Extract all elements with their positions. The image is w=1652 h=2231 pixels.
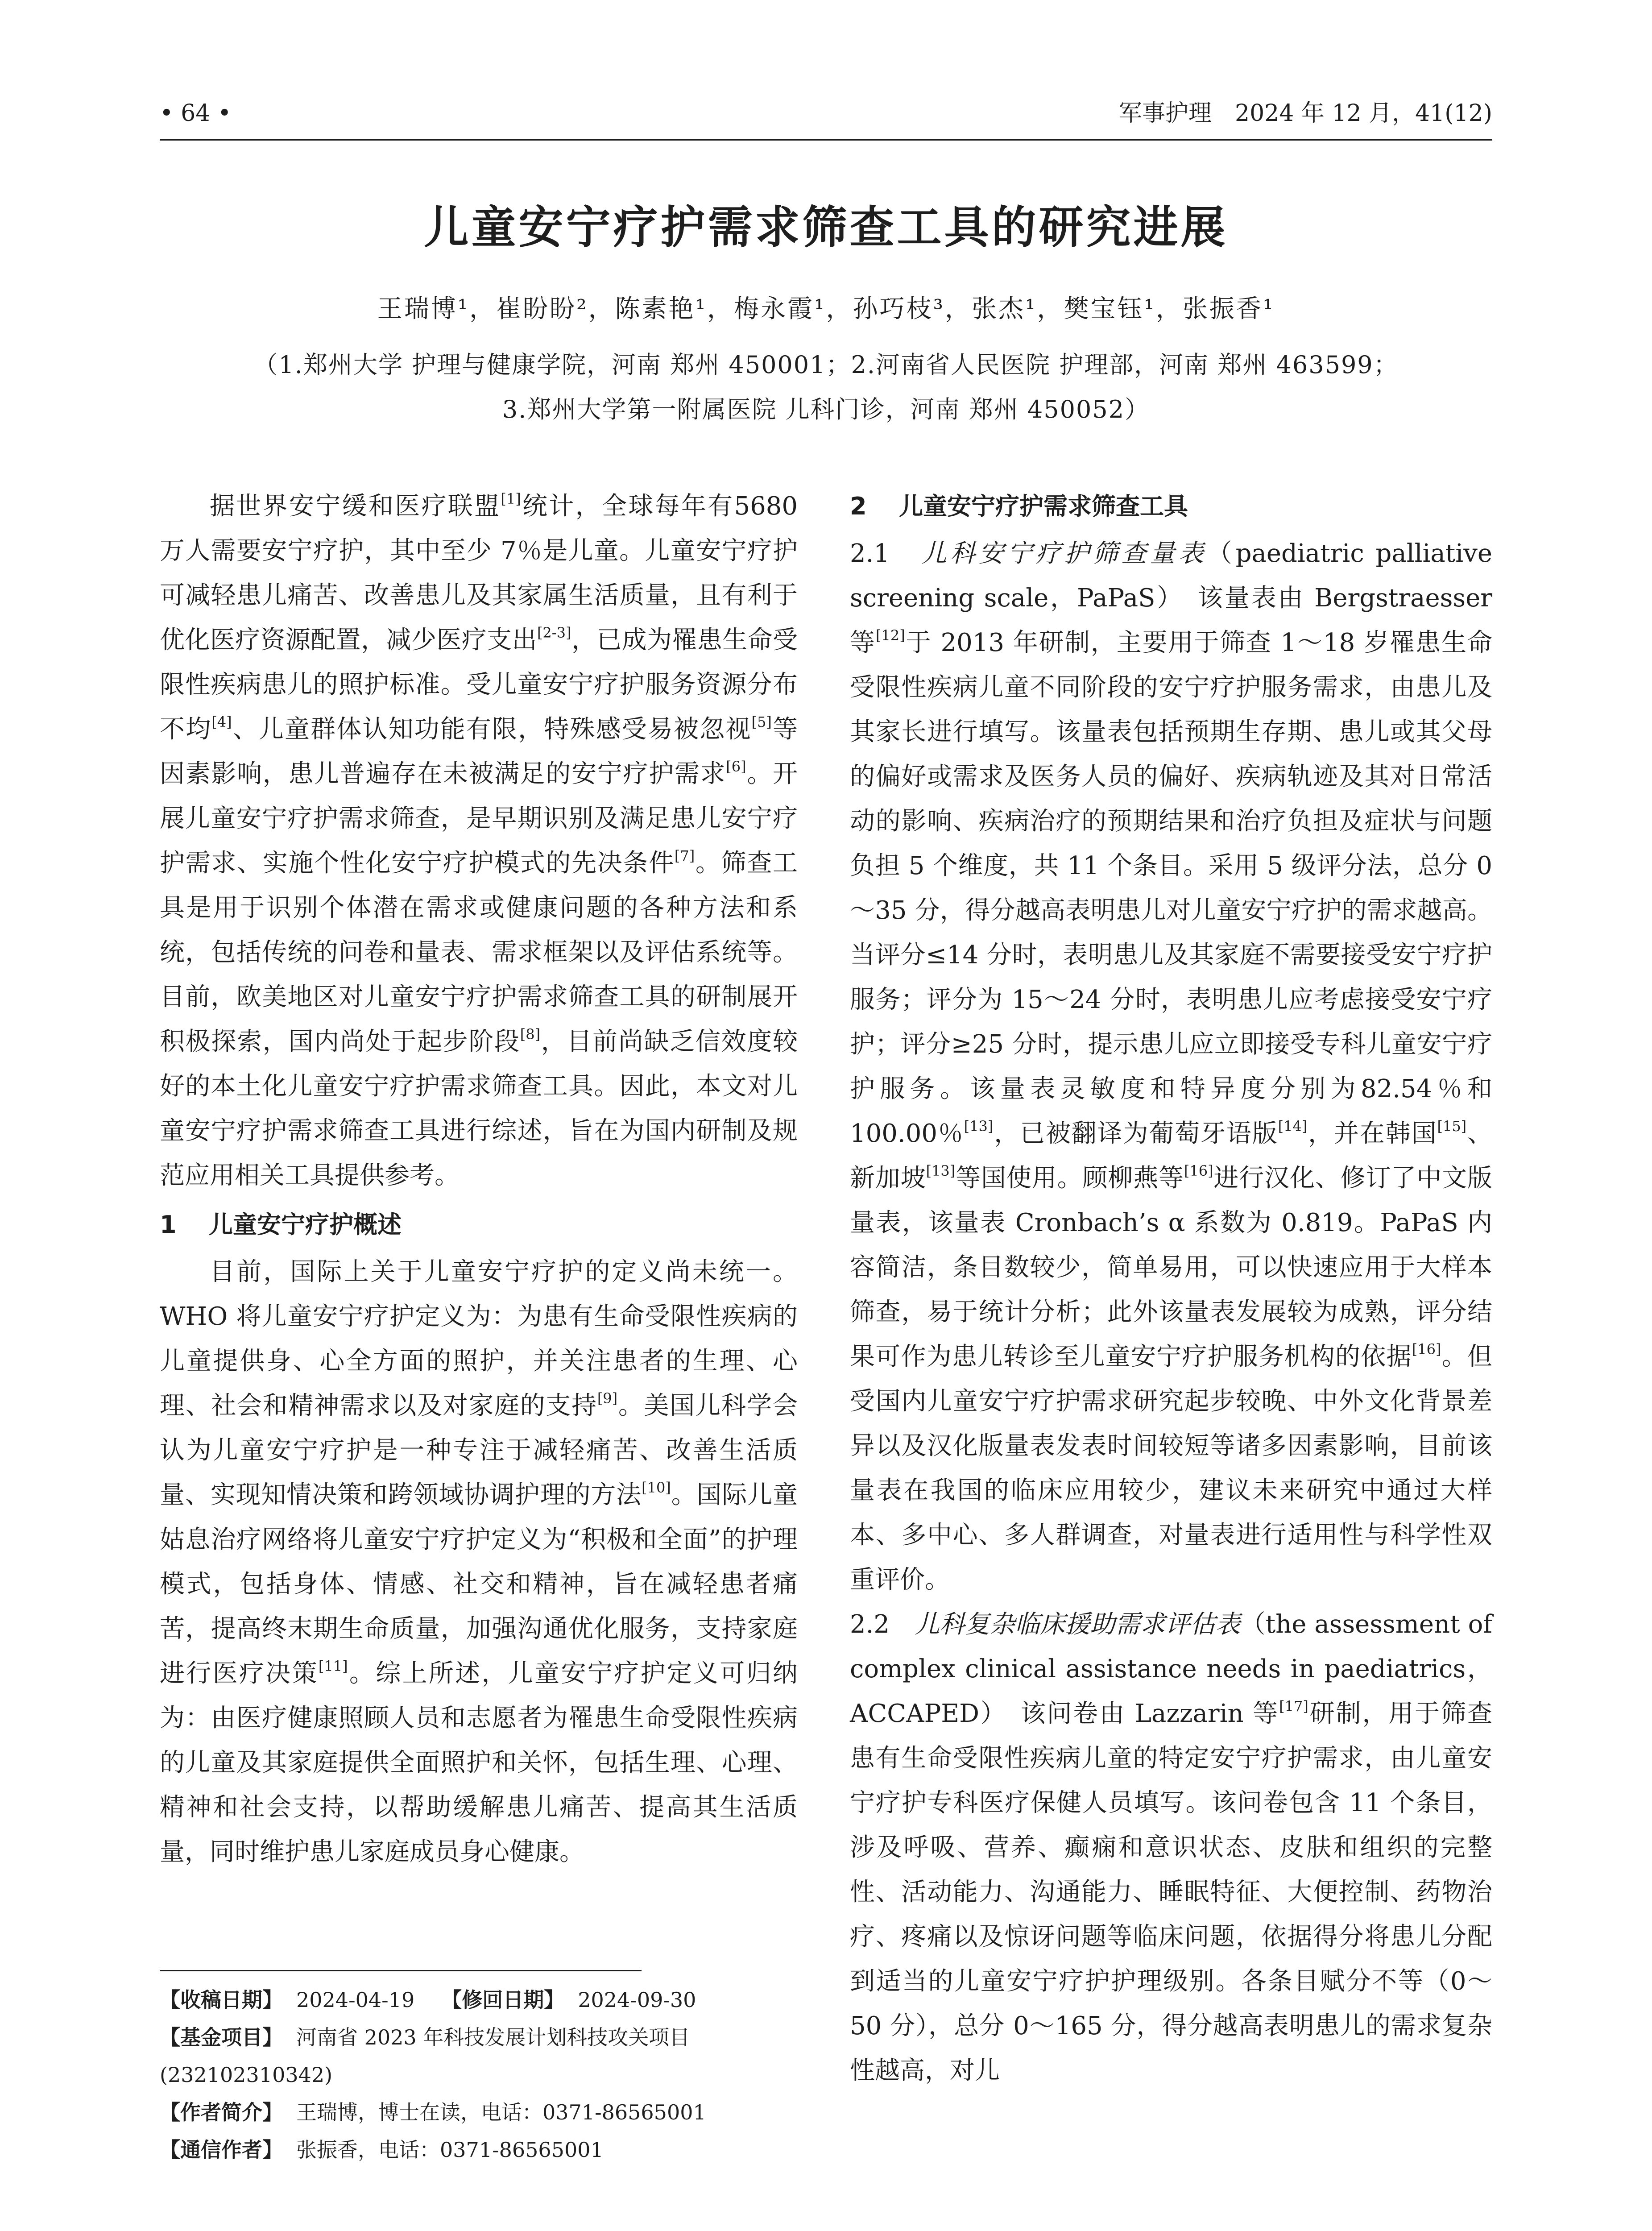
- citation-marker: [13]: [926, 1162, 956, 1179]
- section-title: 儿童安宁疗护概述: [209, 1211, 402, 1239]
- footnote-label: 【作者简介】: [160, 2100, 283, 2124]
- subsection-number: 2.1: [850, 539, 890, 568]
- citation-marker: [9]: [597, 1390, 618, 1407]
- citation-marker: [15]: [1437, 1118, 1467, 1135]
- citation-marker: [13]: [964, 1118, 994, 1135]
- citation-marker: [11]: [318, 1658, 348, 1675]
- footnote-author: [160, 2094, 798, 2131]
- citation-marker: [4]: [211, 713, 232, 730]
- footnote-value: 河南省 2023 年科技发展计划科技攻关项目: [296, 2025, 690, 2049]
- footnote-label: 【基金项目】: [160, 2025, 283, 2049]
- citation-marker: [12]: [876, 627, 905, 644]
- citation-marker: [6]: [726, 758, 746, 775]
- subsection-body: （the assessment of complex clinical assistance needs in paediatrics，ACCAPED） 该问卷由 Lazzarin 等[17]研制，用于筛查患有生命受限性疾病儿童的特定安宁疗护需求，由儿童安宁疗护专科医疗保健人员填写。该问卷包含 11 个条目，涉及呼吸、营养、癫痫和意识状态、皮肤和组织的完整性、活动能力、沟通能力、睡眠特征、大便控制、药物治疗、疼痛以及惊讶问题等临床问题，依据得分将患儿分配到适当的儿童安宁疗护护理级别。各条目赋分不等（0～50 分），总分 0～165 分，得分越高表明患儿的需求复杂性越高，对儿: [850, 1610, 1493, 2085]
- footnotes: [160, 1981, 798, 2169]
- body-paragraph: 目前，国际上关于儿童安宁疗护的定义尚未统一。WHO 将儿童安宁疗护定义为：为患有生命受限性疾病的儿童提供身、心全方面的照护，并关注患者的生理、心理、社会和精神需求以及对家庭的支持[9]。美国儿科学会认为儿童安宁疗护是一种专注于减轻痛苦、改善生活质量、实现知情决策和跨领域协调护理的方法[10]。国际儿童姑息治疗网络将儿童安宁疗护定义为“积极和全面”的护理模式，包括身体、情感、社交和精神，旨在减轻患者痛苦，提高终末期生命质量，加强沟通优化服务，支持家庭进行医疗决策[11]。综上所述，儿童安宁疗护定义可归纳为：由医疗健康照顾人员和志愿者为罹患生命受限性疾病的儿童及其家庭提供全面照护和关怀，包括生理、心理、精神和社会支持，以帮助缓解患儿痛苦、提高其生活质量，同时维护患儿家庭成员身心健康。: [160, 1257, 798, 1866]
- running-header: [160, 95, 1492, 131]
- section-heading: [160, 1203, 798, 1247]
- citation-marker: [5]: [751, 713, 772, 730]
- citation-marker: [14]: [1278, 1118, 1308, 1135]
- footnote-value: 2024-09-30: [578, 1988, 696, 2012]
- subsection-body: （paediatric palliative screening scale，PaPaS） 该量表由 Bergstraesser 等[12]于 2013 年研制，主要用于筛查 1～18 岁罹患生命受限性疾病儿童不同阶段的安宁疗护服务需求，由患儿及其家长进行填写。该量表包括预期生存期、患儿或其父母的偏好或需求及医务人员的偏好、疾病轨迹及其对日常活动的影响、疾病治疗的预期结果和治疗负担及症状与问题负担 5 个维度，共 11 个条目。采用 5 级评分法，总分 0～35 分，得分越高表明患儿对儿童安宁疗护的需求越高。当评分≤14 分时，表明患儿及其家庭不需要接受安宁疗护服务；评分为 15～24 分时，表明患儿应考虑接受安宁疗护；评分≥25 分时，提示患儿应立即接受专科儿童安宁疗护服务。该量表灵敏度和特异度分别为82.54％和 100.00％[13]，已被翻译为葡萄牙语版[14]，并在韩国[15]、新加坡[13]等国使用。顾柳燕等[16]进行汉化、修订了中文版量表，该量表 Cronbach’s α 系数为 0.819。PaPaS 内容简洁，条目数较少，简单易用，可以快速应用于大样本筛查，易于统计分析；此外该量表发展较为成熟，评分结果可作为患儿转诊至儿童安宁疗护服务机构的依据[16]。但受国内儿童安宁疗护需求研究起步较晚、中外文化背景差异以及汉化版量表发表时间较短等诸多因素影响，目前该量表在我国的临床应用较少，建议未来研究中通过大样本、多中心、多人群调查，对量表进行适用性与科学性双重评价。: [850, 539, 1493, 1594]
- footnote-rule: [160, 1970, 642, 1971]
- affiliation-line: 3.郑州大学第一附属医院 儿科门诊，河南 郑州 450052）: [502, 395, 1150, 423]
- citation-marker: [8]: [520, 1026, 541, 1043]
- left-column: [160, 484, 798, 1874]
- footnote-label: 【修回日期】: [441, 1988, 565, 2012]
- journal-citation: 军事护理 2024 年 12 月，41(12): [1118, 100, 1492, 127]
- subsection-title: 儿科复杂临床援助需求评估表: [915, 1610, 1241, 1639]
- citation-marker: [1]: [501, 490, 521, 507]
- footnote-value: 王瑞博，博士在读，电话：0371-86565001: [296, 2100, 706, 2124]
- footnote-fund: [160, 2019, 798, 2056]
- affiliation-line: （1.郑州大学 护理与健康学院，河南 郑州 450001；2.河南省人民医院 护理部，河南 郑州 463599；: [253, 351, 1399, 379]
- footnote-label: 【收稿日期】: [160, 1988, 283, 2012]
- article-title: 儿童安宁疗护需求筛查工具的研究进展: [424, 201, 1228, 253]
- citation-marker: [2-3]: [537, 624, 571, 641]
- citation-marker: [17]: [1279, 1698, 1308, 1715]
- citation-marker: [10]: [642, 1479, 671, 1496]
- section-heading: [850, 484, 1492, 529]
- page-number: • 64 •: [160, 100, 232, 127]
- footnote-corresponding: [160, 2131, 798, 2169]
- subsection-title: 儿科安宁疗护筛查量表: [922, 539, 1207, 568]
- header-rule: [160, 139, 1492, 141]
- footnote-label: 【通信作者】: [160, 2138, 283, 2162]
- section-number: 2: [850, 492, 867, 520]
- subsection-paragraph: [850, 1602, 1492, 2093]
- section-number: 1: [160, 1211, 177, 1239]
- author-list: 王瑞博¹，崔盼盼²，陈素艳¹，梅永霞¹，孙巧枝³，张杰¹，樊宝钰¹，张振香¹: [377, 294, 1275, 323]
- subsection-number: 2.2: [850, 1610, 890, 1639]
- intro-paragraph: 据世界安宁缓和医疗联盟[1]统计，全球每年有5680 万人需要安宁疗护，其中至少 7％是儿童。儿童安宁疗护可减轻患儿痛苦、改善患儿及其家属生活质量，且有利于优化医疗资源配置，减少医疗支出[2-3]，已成为罹患生命受限性疾病患儿的照护标准。受儿童安宁疗护服务资源分布不均[4]、儿童群体认知功能有限，特殊感受易被忽视[5]等因素影响，患儿普遍存在未被满足的安宁疗护需求[6]。开展儿童安宁疗护需求筛查，是早期识别及满足患儿安宁疗护需求、实施个性化安宁疗护模式的先决条件[7]。筛查工具是用于识别个体潜在需求或健康问题的各种方法和系统，包括传统的问卷和量表、需求框架以及评估系统等。目前，欧美地区对儿童安宁疗护需求筛查工具的研制展开积极探索，国内尚处于起步阶段[8]，目前尚缺乏信效度较好的本土化儿童安宁疗护需求筛查工具。因此，本文对儿童安宁疗护需求筛查工具进行综述，旨在为国内研制及规范应用相关工具提供参考。: [160, 490, 798, 1190]
- citation-marker: [7]: [674, 847, 695, 864]
- affiliations: [147, 343, 1505, 432]
- citation-marker: [16]: [1184, 1162, 1213, 1179]
- footnote-value: 2024-04-19: [296, 1988, 415, 2012]
- footnote-dates: [160, 1981, 798, 2019]
- citation-marker: [16]: [1412, 1341, 1441, 1358]
- footnote-fund-number: (232102310342): [160, 2063, 333, 2087]
- footnote-value: 张振香，电话：0371-86565001: [296, 2138, 604, 2162]
- right-column: [850, 484, 1492, 2093]
- subsection-paragraph: [850, 531, 1492, 1602]
- section-title: 儿童安宁疗护需求筛查工具: [899, 492, 1188, 520]
